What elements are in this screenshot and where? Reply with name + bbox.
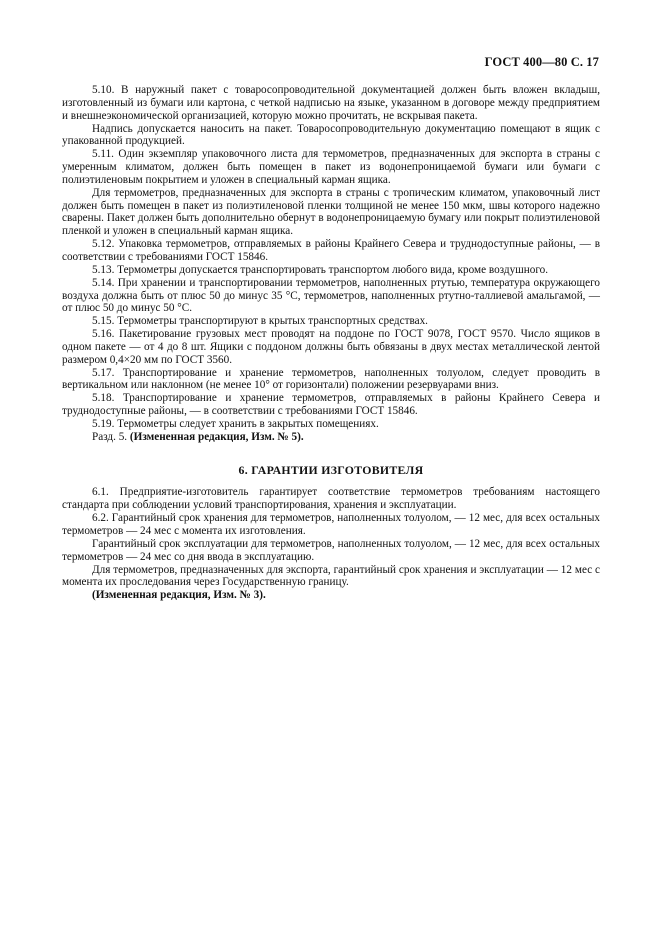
paragraph-5-11-tropical: Для термометров, предназначенных для экспорта в страны с тропическим климатом, упаковочный лист должен быть помещен в пакет из полиэтиленовой пленки толщиной не менее 150 мкм, швы которого надежно сварены. Пакет должен быть дополнительно обернут в водонепроницаемую бумагу или покрыт полиэтиленовой пленкой и уложен в специальный карман ящика. bbox=[62, 186, 600, 238]
paragraph-5-12: 5.12. Упаковка термометров, отправляемых в районы Крайнего Севера и труднодоступные районы, — в соответствии с требованиями ГОСТ 15846. bbox=[62, 238, 600, 263]
amendment-prefix: Разд. 5. bbox=[92, 430, 128, 443]
amendment-note-section-6: (Измененная редакция, Изм. № 3). bbox=[92, 589, 266, 602]
paragraph-5-16: 5.16. Пакетирование грузовых мест проводят на поддоне по ГОСТ 9078, ГОСТ 9570. Число ящиков в одном пакете — от 4 до 8 шт. Ящики с поддоном должны быть обвязаны в двух местах металлической лентой размером 0,4×20 мм по ГОСТ 3560. bbox=[62, 328, 600, 366]
paragraph-6-2-export: Для термометров, предназначенных для экспорта, гарантийный срок хранения и эксплуатации — 12 мес с момента их проследования через Государственную границу. bbox=[62, 563, 600, 589]
paragraph-5-19: 5.19. Термометры следует хранить в закрытых помещениях. bbox=[92, 417, 379, 430]
section-6-title: 6. ГАРАНТИИ ИЗГОТОВИТЕЛЯ bbox=[238, 462, 424, 477]
paragraph-6-2-operation: Гарантийный срок эксплуатации для термометров, наполненных толуолом, — 12 мес, для всех остальных термометров — 24 мес со дня ввода в эксплуатацию. bbox=[62, 537, 600, 563]
paragraph-5-18: 5.18. Транспортирование и хранение термометров, отправляемых в районы Крайнего Севера и труднодоступные районы, — в соответствии с требованиями ГОСТ 15846. bbox=[62, 392, 600, 418]
document-body bbox=[62, 84, 600, 602]
paragraph-6-2: 6.2. Гарантийный срок хранения для термометров, наполненных толуолом, — 12 мес, для всех остальных термометров — 24 мес с момента их изготовления. bbox=[62, 512, 600, 537]
paragraph-5-17: 5.17. Транспортирование и хранение термометров, наполненных толуолом, следует проводить в вертикальном или наклонном (не менее 10° от горизонтали) положении резервуарами вниз. bbox=[62, 366, 600, 392]
paragraph-5-10-note: Надпись допускается наносить на пакет. Товаросопроводительную документацию помещают в ящик с упакованной продукцией. bbox=[62, 122, 600, 148]
paragraph-5-15: 5.15. Термометры транспортируют в крытых транспортных средствах. bbox=[92, 315, 428, 328]
amendment-note-section-5 bbox=[62, 431, 600, 444]
page-header: ГОСТ 400—80 С. 17 bbox=[484, 55, 599, 69]
paragraph-5-11: 5.11. Один экземпляр упаковочного листа для термометров, предназначенных для экспорта в страны с умеренным климатом, должен быть помещен в пакет из водонепроницаемой бумаги или бумаги с полиэтиленовым покрытием и уложен в специальный карман ящика. bbox=[62, 148, 600, 186]
amendment-text: (Измененная редакция, Изм. № 5). bbox=[129, 430, 304, 443]
paragraph-5-10: 5.10. В наружный пакет с товаросопроводительной документацией должен быть вложен вкладыш, изготовленный из бумаги или картона, с четкой надписью на языке, указанном в договоре между предприятием и внешнеэкономической организацией, которую можно прочитать, не вскрывая пакета. bbox=[62, 84, 600, 122]
paragraph-5-14: 5.14. При хранении и транспортировании термометров, наполненных ртутью, температура окружающего воздуха должна быть от плюс 50 до минус 35 °С, термометров, наполненных ртутно-таллиевой амальгамой, — от плюс 50 до минус 50 °С. bbox=[62, 276, 600, 315]
paragraph-6-1: 6.1. Предприятие-изготовитель гарантирует соответствие термометров требованиям настоящего стандарта при соблюдении условий транспортирования, хранения и эксплуатации. bbox=[62, 486, 600, 512]
paragraph-5-13: 5.13. Термометры допускается транспортировать транспортом любого вида, кроме воздушного. bbox=[92, 263, 549, 276]
